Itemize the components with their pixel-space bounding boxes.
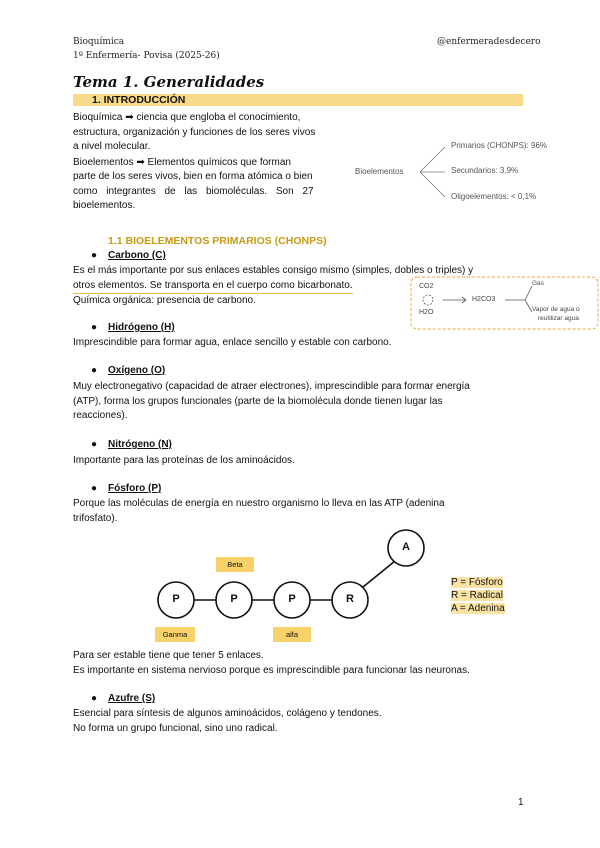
atp-node-p3-label: P [288, 593, 296, 605]
azufre-text [73, 707, 528, 736]
legend-fosforo: P = Fósforo [451, 577, 503, 588]
tag-beta: Beta [216, 557, 254, 572]
page-title: Tema 1. Generalidades [73, 73, 265, 91]
bioelementos-definition: Elementos químicos que forman [147, 156, 291, 168]
bullet: ● [91, 322, 98, 333]
oxigeno-title: Oxígeno (O) [108, 365, 166, 376]
header-handle: @enfermeradesdecero [437, 37, 541, 47]
diagram-primarios: Primarios (CHONPS): 96% [451, 141, 548, 150]
bullet: ● [91, 439, 98, 450]
bioquimica-line2: estructura, organización y funciones de los seres vivos [73, 126, 316, 138]
nitrogeno-line1: Importante para las proteínas de los aminoácidos. [73, 455, 295, 466]
hidrogeno-title: Hidrógeno (H) [108, 322, 175, 333]
atp-node-p2-label: P [230, 593, 238, 605]
h2o-label: H2O [419, 309, 434, 316]
bioelementos-label: Bioelementos [73, 156, 134, 168]
oxigeno-text [73, 380, 528, 424]
atp-node-a-label: A [402, 541, 410, 553]
vapor-label-1: Vapor de agua o [532, 306, 580, 313]
carbono-title: Carbono (C) [108, 250, 166, 261]
oxigeno-line2: (ATP), forma los grupos funcionales (parte de la biomolécula donde tienen lugar las [73, 395, 443, 407]
tag-ganma: Ganma [155, 627, 195, 642]
intro-block [73, 111, 358, 214]
header-course: Bioquímica [73, 37, 125, 47]
atp-node-p1-label: P [172, 593, 180, 605]
h2co3-label: H2CO3 [472, 296, 496, 303]
hidrogeno-line1: Imprescindible para formar agua, enlace sencillo y estable con carbono. [73, 337, 392, 348]
bullet: ● [91, 250, 98, 261]
bullet: ● [91, 483, 98, 494]
fosforo-text-2 [73, 649, 528, 678]
nitrogeno-title: Nitrógeno (N) [108, 439, 172, 450]
gas-label: Gas [532, 280, 544, 287]
fosforo-text [73, 497, 528, 526]
bioquimica-label: Bioquímica [73, 112, 123, 123]
bioelementos-line3: como integrantes de las biomoléculas. Son 27 [73, 185, 314, 197]
azufre-line2: No forma un grupo funcional, sino uno radical. [73, 722, 278, 734]
header-program: 1º Enfermería- Povisa (2025-26) [73, 51, 220, 61]
fosforo-line4: Es importante en sistema nervioso porque es imprescindible para funcionar las neuronas. [73, 664, 470, 676]
arrow-right-icon: ➡ [125, 112, 134, 123]
carbono-line3: Química orgánica: presencia de carbono. [73, 295, 256, 306]
carbono-line1: Es el más importante por sus enlaces estables consigo mismo (simples, dobles o triples) y [73, 265, 474, 276]
fosforo-line2: trifosfato). [73, 512, 118, 524]
atp-node-r-label: R [346, 593, 354, 605]
azufre-title: Azufre (S) [108, 693, 156, 704]
bioquimica-definition: ciencia que engloba el conocimiento, [136, 112, 301, 123]
fosforo-title: Fósforo (P) [108, 483, 162, 494]
bullet: ● [91, 693, 98, 704]
bioelementos-line4: bioelementos. [73, 200, 136, 211]
co2-diagram [410, 276, 600, 331]
subsection-title: 1.1 BIOELEMENTOS PRIMARIOS (CHONPS) [108, 235, 327, 247]
bioquimica-line3: a nivel molecular. [73, 141, 151, 152]
arrow-right-icon: ➡ [136, 156, 145, 168]
diagram-root: Bioelementos [355, 167, 404, 176]
diagram-secundarios: Secundarios: 3,9% [451, 166, 519, 175]
fosforo-line1: Porque las moléculas de energía en nuestro organismo lo lleva en las ATP (adenina [73, 498, 445, 509]
tag-alfa: alfa [273, 627, 311, 642]
legend-radical: R = Radical [451, 590, 503, 601]
co2-label: CO2 [419, 283, 434, 290]
bioelementos-line2: parte de los seres vivos, bien en forma atómica o bien [73, 171, 313, 182]
atp-legend [451, 576, 505, 615]
bullet: ● [91, 365, 98, 376]
oxigeno-line3: reacciones). [73, 410, 128, 421]
carbono-line2: otros elementos. Se transporta en el cuerpo como bicarbonato. [73, 279, 353, 295]
fosforo-line3: Para ser estable tiene que tener 5 enlaces. [73, 650, 264, 661]
oxigeno-line1: Muy electronegativo (capacidad de atraer electrones), imprescindible para formar energía [73, 381, 470, 392]
diagram-oligoelementos: Oligoelementos: < 0,1% [451, 192, 537, 201]
vapor-label-2: reutilizar agua [538, 315, 579, 322]
section-title: 1. INTRODUCCIÓN [92, 94, 186, 106]
page-number: 1 [518, 797, 524, 808]
legend-adenina: A = Adenina [451, 603, 505, 614]
azufre-line1: Esencial para síntesis de algunos aminoácidos, colágeno y tendones. [73, 708, 382, 719]
